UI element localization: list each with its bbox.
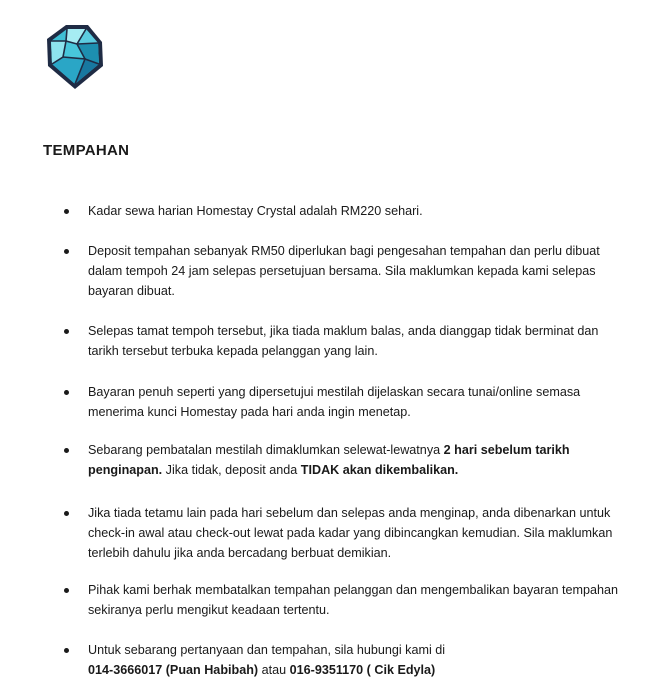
bullet-icon: [64, 588, 69, 593]
contact-name-2: ( Cik Edyla): [363, 663, 436, 677]
list-item-daily-rate: [0, 201, 652, 221]
contact-separator: atau: [258, 663, 290, 677]
crystal-gem-icon: [44, 22, 106, 92]
list-item-early-checkin: [0, 503, 652, 563]
rules-list: [0, 201, 652, 700]
list-item-no-response: [0, 321, 652, 361]
item-text: Deposit tempahan sebanyak RM50 diperlukan bagi pengesahan tempahan dan perlu dibuat dalam tempoh 24 jam selepas persetujuan bersama. Sila maklumkan kepada kami selepas bayaran dibuat.: [88, 244, 600, 298]
item-text: Sebarang pembatalan mestilah dimaklumkan selewat-lewatnya: [88, 443, 444, 457]
item-text: Jika tidak, deposit anda: [162, 463, 301, 477]
contact-name-1: (Puan Habibah): [162, 663, 259, 677]
bullet-icon: [64, 390, 69, 395]
list-item-deposit: [0, 241, 652, 301]
item-text: Kadar sewa harian Homestay Crystal adalah RM220 sehari.: [88, 204, 423, 218]
list-item-contact: [0, 640, 652, 680]
list-item-cancellation: [0, 440, 652, 480]
item-text: Untuk sebarang pertanyaan dan tempahan, sila hubungi kami di: [88, 643, 446, 657]
bullet-icon: [64, 511, 69, 516]
item-text: Bayaran penuh seperti yang dipersetujui mestilah dijelaskan secara tunai/online semasa menerima kunci Homestay pada hari anda ingin menetap.: [88, 385, 581, 419]
bullet-icon: [64, 648, 69, 653]
item-text: akan dikembalikan.: [339, 463, 459, 477]
cancellation-deadline: 2 hari sebelum tarikh penginapan.: [88, 443, 570, 477]
bullet-icon: [64, 209, 69, 214]
bullet-icon: [64, 329, 69, 334]
page-title: TEMPAHAN: [43, 142, 130, 159]
bullet-icon: [64, 249, 69, 254]
no-refund-emphasis: TIDAK: [300, 463, 340, 477]
item-text: Jika tiada tetamu lain pada hari sebelum dan selepas anda menginap, anda dibenarkan untuk check-in awal atau check-out lewat pada kadar yang dibincangkan kemudian. Sila maklumkan terlebih dahulu jika anda bercadang berbuat demikian.: [88, 506, 613, 560]
list-item-full-payment: [0, 382, 652, 422]
list-item-right-to-cancel: [0, 580, 652, 620]
phone-number-1[interactable]: 014-3666017: [88, 663, 163, 677]
phone-number-2[interactable]: 016-9351170: [289, 663, 364, 677]
bullet-icon: [64, 448, 69, 453]
item-text: Selepas tamat tempoh tersebut, jika tiada maklum balas, anda dianggap tidak berminat dan tarikh tersebut terbuka kepada pelanggan yang lain.: [88, 324, 599, 358]
item-text: Pihak kami berhak membatalkan tempahan pelanggan dan mengembalikan bayaran tempahan sekiranya perlu mengikut keadaan tertentu.: [88, 583, 618, 617]
